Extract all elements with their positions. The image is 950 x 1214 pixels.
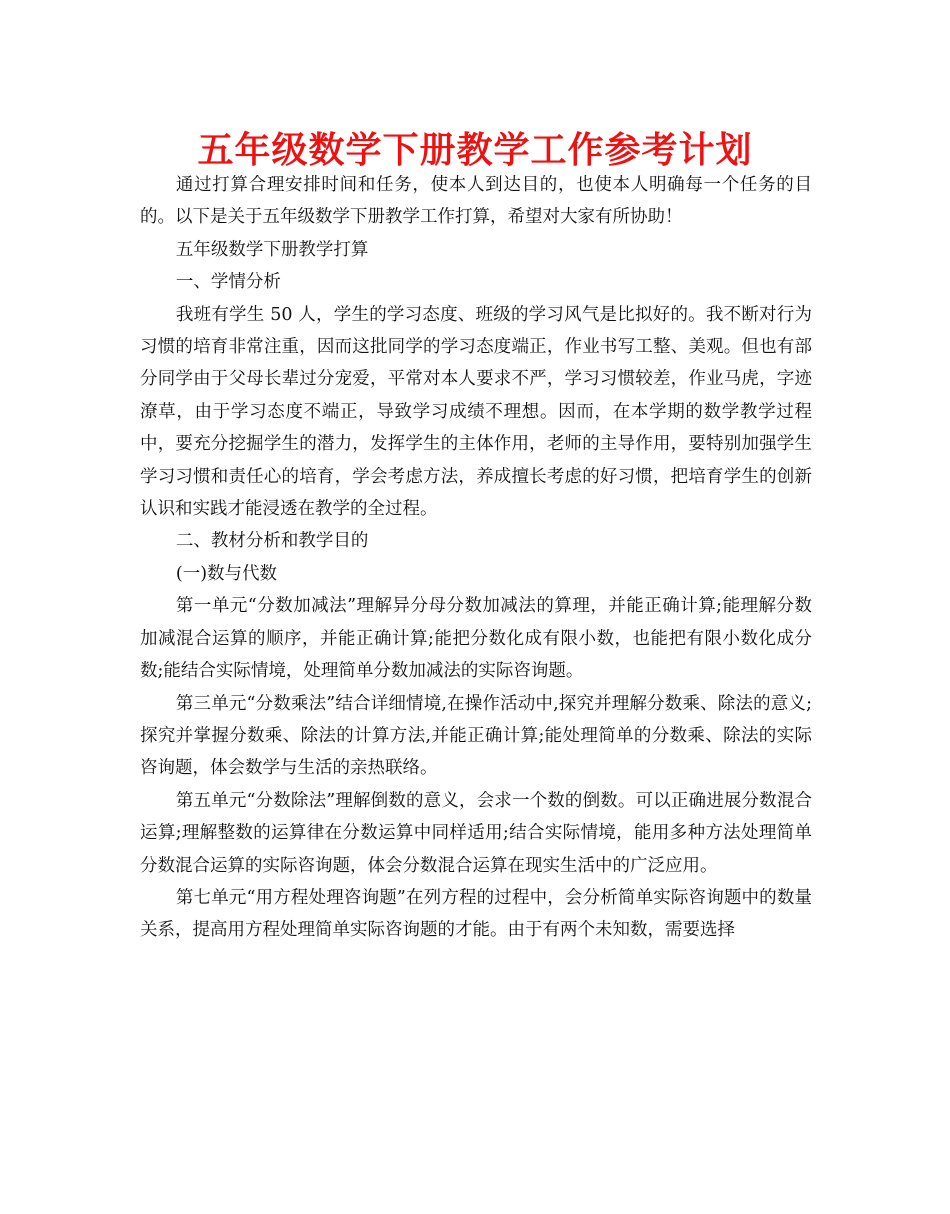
subsection-heading-numbers-algebra: (一)数与代数 <box>175 563 278 584</box>
section-heading-student-analysis: 一、学情分析 <box>175 272 281 293</box>
student-analysis-paragraph: 我班有学生 50 人，学生的学习态度、班级的学习风气是比拟好的。我不断对行为习惯的培育非常注重，因而这批同学的学习态度端正，作业书写工整、美观。但也有部分同学由于父母长辈过分宠爱，平常对本人要求不严，学习习惯较差，作业马虎，字迹潦草，由于学习态度不端正，导致学习成绩不理想。因而，在本学期的数学教学过程中，要充分挖掘学生的潜力，发挥学生的主体作用，老师的主导作用，要特别加强学生学习习惯和责任心的培育，学会考虑方法，养成擅长考虑的好习惯，把培育学生的创新认识和实践才能浸透在教学的全过程。 <box>140 304 812 520</box>
document-body <box>140 169 812 947</box>
section-heading-textbook-analysis: 二、教材分析和教学目的 <box>175 531 369 552</box>
unit-seven-paragraph: 第七单元“用方程处理咨询题”在列方程的过程中，会分析简单实际咨询题中的数量关系，提高用方程处理简单实际咨询题的才能。由于有两个未知数，需要选择 <box>140 887 812 941</box>
unit-five-paragraph: 第五单元“分数除法”理解倒数的意义，会求一个数的倒数。可以正确进展分数混合运算;理解整数的运算律在分数运算中同样适用;结合实际情境，能用多种方法处理简单分数混合运算的实际咨询题，体会分数混合运算在现实生活中的广泛应用。 <box>140 790 812 876</box>
plan-heading: 五年级数学下册教学打算 <box>175 239 369 260</box>
unit-one-paragraph: 第一单元“分数加减法”理解异分母分数加减法的算理，并能正确计算;能理解分数加减混合运算的顺序，并能正确计算;能把分数化成有限小数，也能把有限小数化成分数;能结合实际情境，处理简单分数加减法的实际咨询题。 <box>140 596 812 682</box>
intro-paragraph: 通过打算合理安排时间和任务，使本人到达目的，也使本人明确每一个任务的目的。以下是关于五年级数学下册教学工作打算，希望对大家有所协助！ <box>140 175 812 228</box>
unit-three-paragraph: 第三单元“分数乘法”结合详细情境,在操作活动中,探究并理解分数乘、除法的意义;探究并掌握分数乘、除法的计算方法,并能正确计算;能处理简单的分数乘、除法的实际咨询题，体会数学与生活的亲热联络。 <box>140 693 812 779</box>
document-title: 五年级数学下册教学工作参考计划 <box>197 129 753 171</box>
